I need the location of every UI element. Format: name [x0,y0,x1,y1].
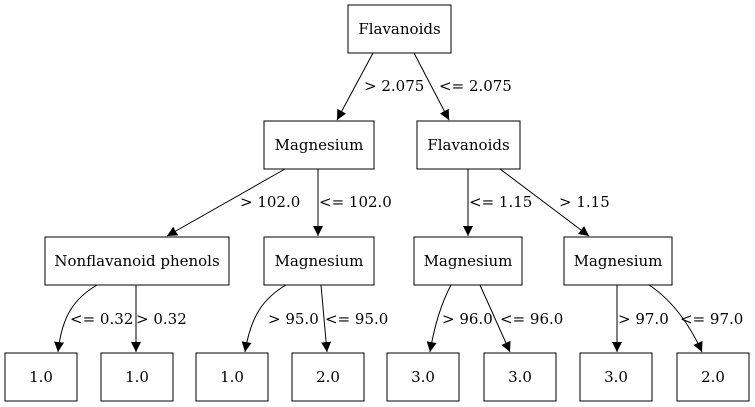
node-label: Magnesium [573,252,663,270]
tree-node [196,353,268,401]
node-label: 3.0 [411,368,435,386]
tree-node [45,237,229,285]
edge-label: > 2.075 [364,77,425,95]
node-label: 1.0 [29,368,53,386]
edge-label: > 96.0 [442,310,493,328]
node-label: 2.0 [701,368,725,386]
tree-node [348,5,451,53]
edge-label: <= 1.15 [469,193,533,211]
edges [58,53,743,352]
edge-label: <= 102.0 [319,193,392,211]
node-label: 1.0 [125,368,149,386]
tree-node [264,237,374,285]
tree-node [387,353,459,401]
node-label: Flavanoids [427,136,510,154]
edge-label: > 95.0 [268,310,319,328]
tree-node [414,237,522,285]
tree-node [677,353,749,401]
edge-label: <= 95.0 [325,310,389,328]
node-label: 2.0 [316,368,340,386]
tree-node [264,121,374,169]
node-label: 3.0 [604,368,628,386]
tree-node [417,121,520,169]
tree-node [564,237,672,285]
node-label: Magnesium [423,252,513,270]
node-label: Nonflavanoid phenols [54,252,220,270]
edge-label: > 0.32 [136,310,187,328]
node-label: Magnesium [274,136,364,154]
node-label: Flavanoids [358,20,441,38]
tree-node [292,353,364,401]
node-label: 1.0 [220,368,244,386]
tree-node [101,353,173,401]
tree-node [484,353,556,401]
tree-node [5,353,77,401]
edge-label: > 97.0 [618,310,669,328]
edge-label: <= 96.0 [500,310,564,328]
edge-label: <= 97.0 [680,310,744,328]
node-label: Magnesium [274,252,364,270]
tree-node [580,353,652,401]
edge-label: <= 2.075 [439,77,512,95]
node-label: 3.0 [508,368,532,386]
edge-label: > 102.0 [240,193,301,211]
edge-label: <= 0.32 [70,310,134,328]
edge-label: > 1.15 [559,193,610,211]
